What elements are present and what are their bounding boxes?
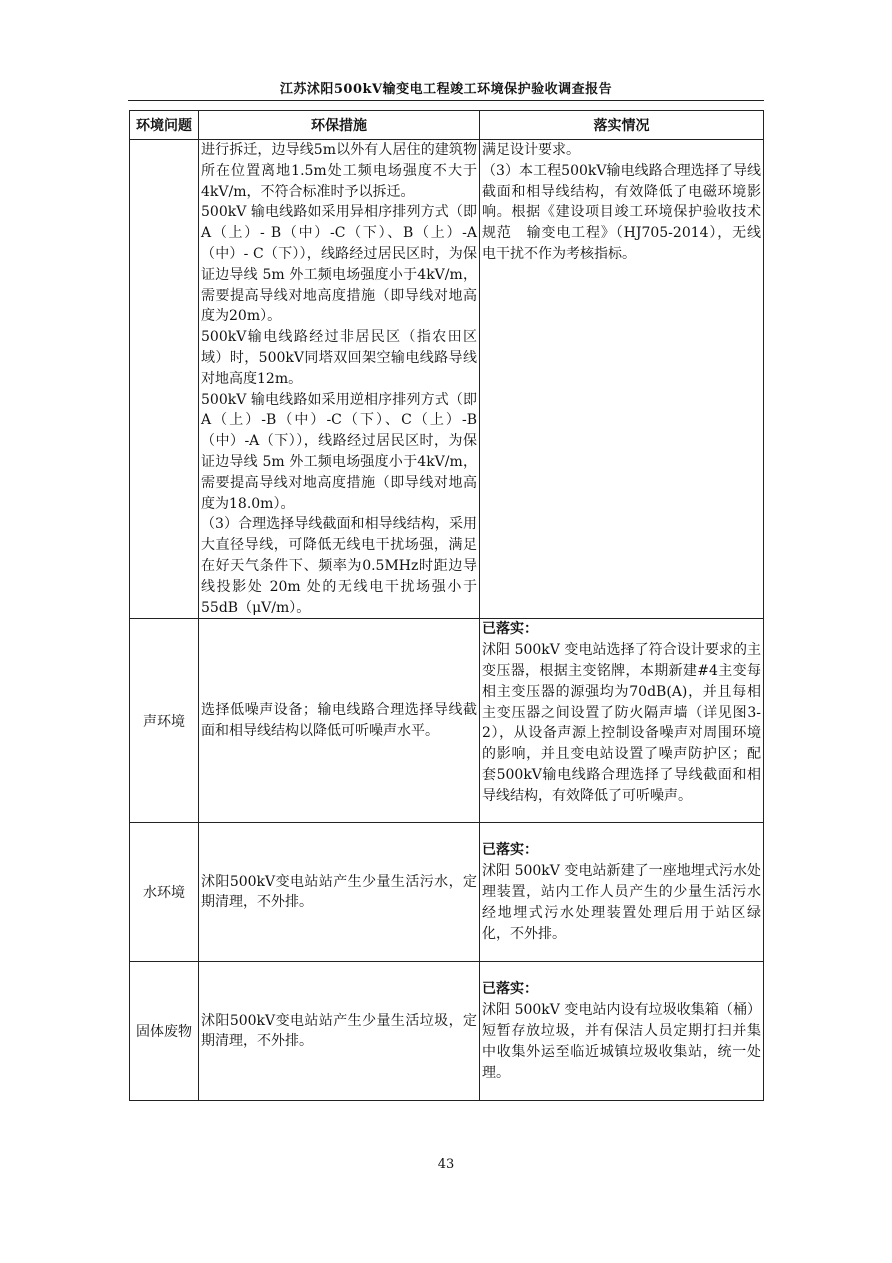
column-header-implementation: 落实情况 bbox=[480, 111, 764, 140]
table-row-continuation bbox=[130, 140, 764, 619]
issue-cell: 水环境 bbox=[130, 823, 199, 962]
issue-cell: 声环境 bbox=[130, 619, 199, 823]
issue-cell: 固体废物 bbox=[130, 962, 199, 1101]
implementation-paragraph: 沭阳 500kV 变电站新建了一座地埋式污水处理装置，站内工作人员产生的少量生活污水经地埋式污水处理装置处理后用于站区绿化，不外排。 bbox=[482, 863, 761, 942]
measures-cell bbox=[199, 823, 480, 962]
table-row-acoustic bbox=[130, 619, 764, 823]
column-header-measures: 环保措施 bbox=[199, 111, 480, 140]
measure-paragraph: 进行拆迁，边导线5m以外有人居住的建筑物所在位置离地1.5m处工频电场强度不大于4kV/m，不符合标准时予以拆迁。 bbox=[201, 142, 477, 200]
measure-paragraph: 500kV输电线路经过非居民区（指农田区域）时，500kV同塔双回架空输电线路导线对地高度12m。 bbox=[201, 329, 477, 387]
measure-paragraph: 选择低噪声设备；输电线路合理选择导线截面和相导线结构以降低可听噪声水平。 bbox=[201, 702, 477, 739]
implementation-cell bbox=[480, 823, 764, 962]
measure-paragraph: 沭阳500kV变电站站产生少量生活污水，定期清理，不外排。 bbox=[201, 873, 477, 911]
implementation-paragraph: （3）本工程500kV输电线路合理选择了导线截面和相导线结构，有效降低了电磁环境影响。根据《建设项目竣工环境保护验收技术规范 输变电工程》（HJ705-2014），无线电干扰不作为考核指标。 bbox=[482, 162, 761, 262]
implementation-paragraph: 沭阳 500kV 变电站选择了符合设计要求的主变压器，根据主变铭牌，本期新建#4主变每相主变压器的源强均为70dB(A)，并且每相主变压器之间设置了防火隔声墙（详见图3-2），从设备声源上控制设备噪声对周围环境的影响，并且变电站设置了噪声防护区；配套500kV输电线路合理选择了导线截面和相导线结构，有效降低了可听噪声。 bbox=[482, 642, 761, 804]
environmental-measures-table bbox=[129, 110, 764, 1101]
implementation-cell bbox=[480, 962, 764, 1101]
implementation-cell bbox=[480, 619, 764, 823]
measure-paragraph: 500kV 输电线路如采用逆相序排列方式（即A（上）-B（中）-C（下）、C（上）-B（中）-A（下）），线路经过居民区时，为保证边导线 5m 外工频电场强度小于4kV/m，需要提高导线对地高度措施（即导线对地高度为18.0m）。 bbox=[201, 391, 477, 512]
table-row-solid-waste bbox=[130, 962, 764, 1101]
implementation-paragraph: 沭阳 500kV 变电站内设有垃圾收集箱（桶）短暂存放垃圾，并有保洁人员定期打扫并集中收集外运至临近城镇垃圾收集站，统一处理。 bbox=[482, 1002, 761, 1081]
status-label: 已落实： bbox=[482, 842, 538, 859]
column-header-issue: 环境问题 bbox=[130, 111, 199, 140]
report-header-title: 江苏沭阳500kV输变电工程竣工环境保护验收调查报告 bbox=[279, 82, 613, 97]
measures-cell bbox=[199, 619, 480, 823]
status-label: 已落实： bbox=[482, 981, 538, 998]
measures-cell bbox=[199, 962, 480, 1101]
implementation-paragraph: 满足设计要求。 bbox=[482, 142, 580, 158]
measure-paragraph: （3）合理选择导线截面和相导线结构，采用大直径导线，可降低无线电干扰场强，满足在好天气条件下、频率为0.5MHz时距边导线投影处 20m 处的无线电干扰场强小于55dB（μV/m）。 bbox=[201, 516, 477, 616]
header-rule bbox=[128, 100, 764, 101]
measure-paragraph: 沭阳500kV变电站站产生少量生活垃圾，定期清理，不外排。 bbox=[201, 1012, 477, 1050]
implementation-cell bbox=[480, 140, 764, 619]
page-number: 43 bbox=[437, 1157, 455, 1172]
measure-paragraph: 500kV 输电线路如采用异相序排列方式（即A（上）- B（中）-C（下）、B（上）-A（中）- C（下）），线路经过居民区时，为保证边导线 5m 外工频电场强度小于4kV/m，需要提高导线对地高度措施（即导线对地高度为20m）。 bbox=[201, 204, 477, 325]
measures-cell bbox=[199, 140, 480, 619]
table-header-row bbox=[130, 111, 764, 140]
status-label: 已落实： bbox=[482, 621, 538, 638]
issue-cell bbox=[130, 140, 199, 619]
table-row-water bbox=[130, 823, 764, 962]
